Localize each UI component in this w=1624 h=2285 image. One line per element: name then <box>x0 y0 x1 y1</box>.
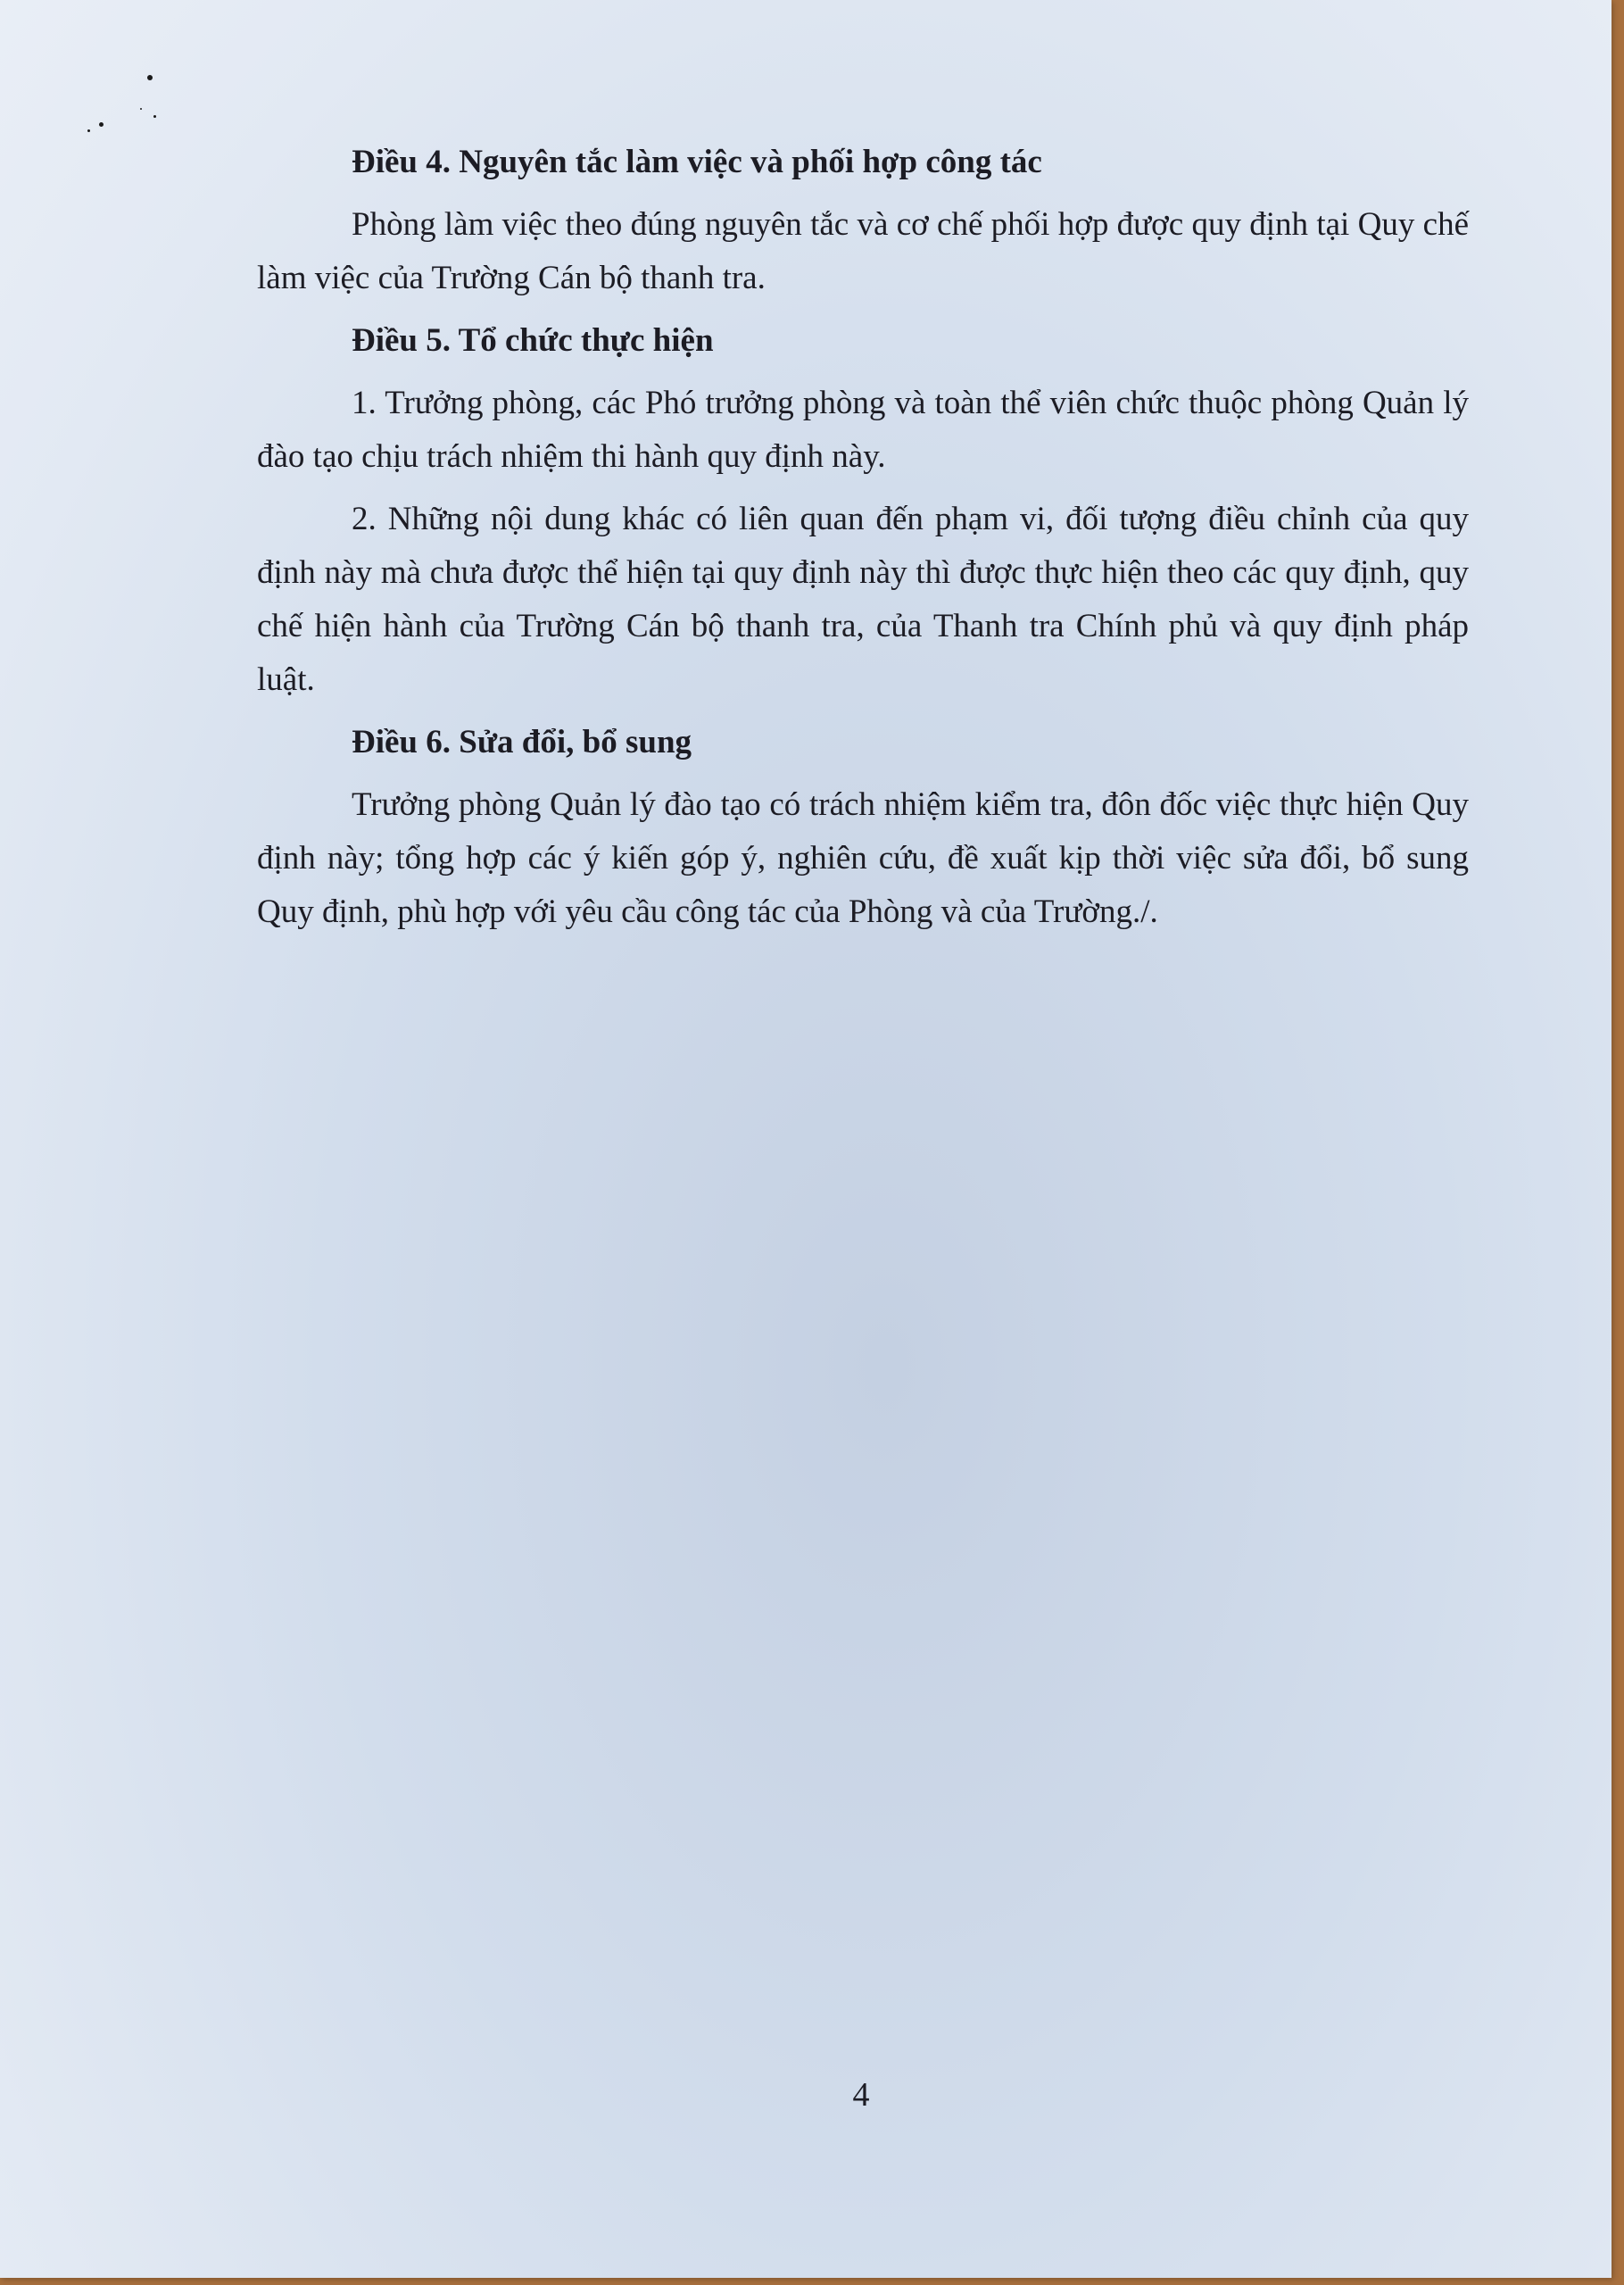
ink-speck <box>140 108 142 110</box>
section-dieu-5 <box>257 314 1469 707</box>
section-heading: Điều 5. Tổ chức thực hiện <box>352 322 714 359</box>
ink-speck <box>153 115 156 118</box>
section-paragraph: 2. Những nội dung khác có liên quan đến phạm vi, đối tượng điều chỉnh của quy định này mà chưa được thể hiện tại quy định này thì được thực hiện theo các quy định, quy chế hiện hành của Trường Cán bộ thanh tra, của Thanh tra Chính phủ và quy định pháp luật. <box>257 501 1469 698</box>
section-paragraph: Phòng làm việc theo đúng nguyên tắc và cơ chế phối hợp được quy định tại Quy chế làm việc của Trường Cán bộ thanh tra. <box>257 206 1469 296</box>
section-heading: Điều 4. Nguyên tắc làm việc và phối hợp công tác <box>352 144 1042 180</box>
ink-speck <box>99 122 104 127</box>
section-paragraph: 1. Trưởng phòng, các Phó trưởng phòng và toàn thể viên chức thuộc phòng Quản lý đào tạo chịu trách nhiệm thi hành quy định này. <box>257 385 1469 475</box>
section-dieu-4 <box>257 136 1469 305</box>
document-body <box>257 136 1469 948</box>
section-dieu-6 <box>257 716 1469 939</box>
section-heading: Điều 6. Sửa đổi, bổ sung <box>352 724 692 760</box>
ink-speck <box>87 129 90 132</box>
page-number: 4 <box>852 2076 870 2114</box>
section-paragraph: Trưởng phòng Quản lý đào tạo có trách nhiệm kiểm tra, đôn đốc việc thực hiện Quy định này; tổng hợp các ý kiến góp ý, nghiên cứu, đề xuất kịp thời việc sửa đổi, bổ sung Quy định, phù hợp với yêu cầu công tác của Phòng và của Trường./. <box>257 786 1469 930</box>
ink-speck <box>147 75 153 80</box>
